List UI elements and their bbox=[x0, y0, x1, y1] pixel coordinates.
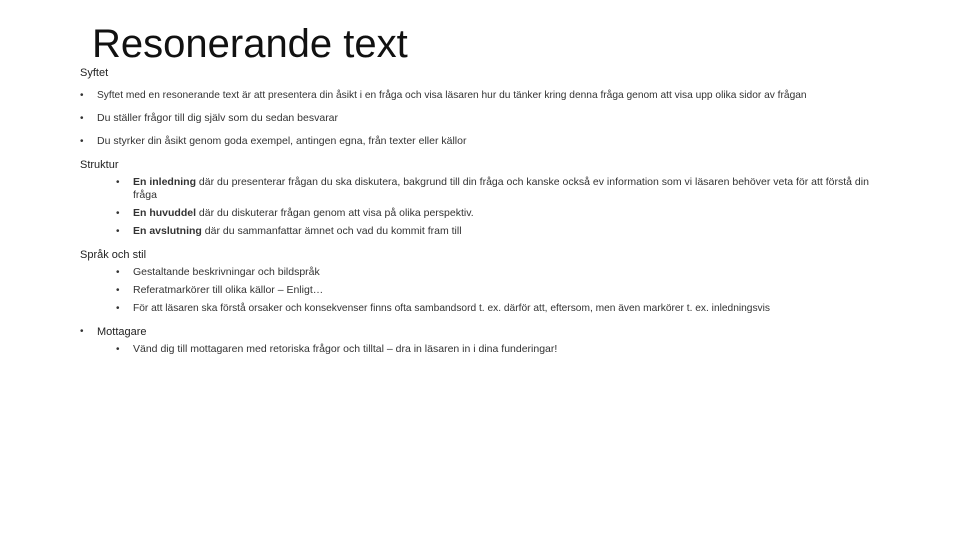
struktur-item bbox=[133, 225, 462, 238]
struktur-term: En avslutning bbox=[133, 225, 202, 237]
sprak-item: Gestaltande beskrivningar och bildspråk bbox=[133, 266, 320, 278]
mottagare-heading: Mottagare bbox=[97, 326, 147, 338]
struktur-text: där du presenterar frågan du ska diskutera, bakgrund till din fråga och kanske också ev information som vi läsaren behöver veta för att förstå din fråga bbox=[133, 176, 869, 201]
syftet-heading: Syftet bbox=[80, 67, 109, 79]
sprak-item: Referatmarkörer till olika källor – Enligt… bbox=[133, 284, 324, 296]
bullet-icon: • bbox=[80, 113, 84, 124]
bullet-icon: • bbox=[116, 267, 120, 278]
struktur-term: En inledning bbox=[133, 176, 196, 188]
struktur-heading: Struktur bbox=[80, 159, 119, 171]
page-title: Resonerande text bbox=[92, 22, 408, 66]
bullet-icon: • bbox=[116, 344, 120, 355]
bullet-icon: • bbox=[116, 303, 120, 314]
bullet-icon: • bbox=[116, 177, 120, 188]
struktur-term: En huvuddel bbox=[133, 207, 196, 219]
syftet-item: Du styrker din åsikt genom goda exempel, antingen egna, från texter eller källor bbox=[97, 135, 467, 147]
struktur-item bbox=[133, 176, 873, 202]
sprak-item: För att läsaren ska förstå orsaker och konsekvenser finns ofta sambandsord t. ex. därför att, eftersom, men även markörer t. ex. inledningsvis bbox=[133, 303, 771, 314]
bullet-icon: • bbox=[80, 136, 84, 147]
struktur-text: där du sammanfattar ämnet och vad du kommit fram till bbox=[201, 225, 462, 237]
mottagare-item: Vänd dig till mottagaren med retoriska frågor och tilltal – dra in läsaren in i dina funderingar! bbox=[133, 343, 558, 355]
bullet-icon: • bbox=[116, 285, 120, 296]
bullet-icon: • bbox=[80, 326, 84, 337]
sprak-heading: Språk och stil bbox=[80, 249, 147, 261]
bullet-icon: • bbox=[116, 208, 120, 219]
struktur-text: där du diskuterar frågan genom att visa på olika perspektiv. bbox=[196, 207, 474, 219]
syftet-item: Du ställer frågor till dig själv som du sedan besvarar bbox=[97, 112, 339, 124]
bullet-icon: • bbox=[116, 226, 120, 237]
struktur-item bbox=[133, 207, 474, 220]
bullet-icon: • bbox=[80, 90, 84, 101]
syftet-item: Syftet med en resonerande text är att presentera din åsikt i en fråga och visa läsaren hur du tänker kring denna fråga genom att visa upp olika sidor av frågan bbox=[97, 90, 807, 101]
